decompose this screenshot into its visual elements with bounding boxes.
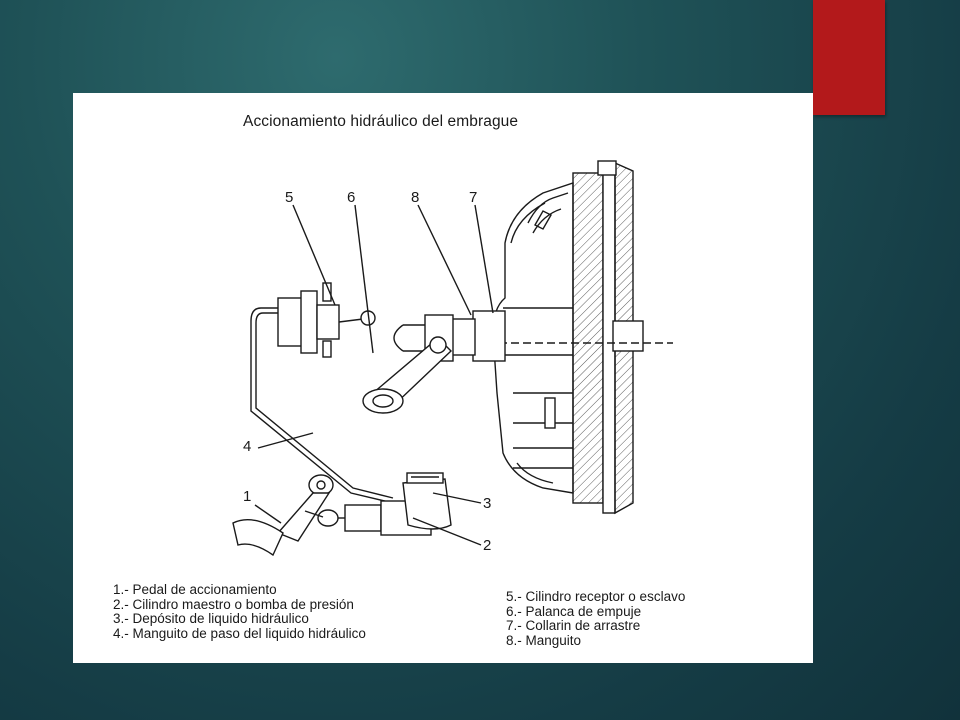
callout-5: 5 bbox=[285, 189, 294, 206]
legend-item-2: 2.- Cilindro maestro o bomba de presión bbox=[113, 596, 354, 612]
legend-item-4: 4.- Manguito de paso del liquido hidráulico bbox=[113, 625, 366, 641]
legend-item-6: 6.- Palanca de empuje bbox=[506, 603, 642, 619]
clutch-hydraulic-drawing bbox=[73, 93, 813, 663]
callout-2: 2 bbox=[483, 537, 492, 554]
figure-title: Accionamiento hidráulico del embrague bbox=[243, 113, 519, 130]
release-bearing bbox=[394, 311, 505, 361]
legend-item-8: 8.- Manguito bbox=[506, 632, 582, 648]
fluid-reservoir bbox=[403, 473, 451, 529]
callout-4: 4 bbox=[243, 438, 252, 455]
release-fork bbox=[363, 337, 451, 413]
callout-8: 8 bbox=[411, 189, 420, 206]
leader-lines bbox=[255, 205, 493, 545]
clutch-pedal bbox=[233, 475, 333, 555]
legend-item-5: 5.- Cilindro receptor o esclavo bbox=[506, 589, 686, 604]
callout-6: 6 bbox=[347, 189, 356, 206]
legend-right bbox=[506, 590, 685, 648]
clutch-diagram-figure bbox=[73, 93, 813, 663]
legend-item-3: 3.- Depósito de liquido hidráulico bbox=[113, 611, 309, 626]
legend-item-1: 1.- Pedal de accionamiento bbox=[113, 582, 277, 597]
legend-left bbox=[113, 583, 366, 641]
callout-7: 7 bbox=[469, 189, 478, 206]
slave-cylinder bbox=[278, 283, 375, 357]
accent-tab bbox=[813, 0, 885, 115]
callout-1: 1 bbox=[243, 488, 252, 505]
callout-3: 3 bbox=[483, 495, 492, 512]
legend-item-7: 7.- Collarin de arrastre bbox=[506, 618, 641, 633]
